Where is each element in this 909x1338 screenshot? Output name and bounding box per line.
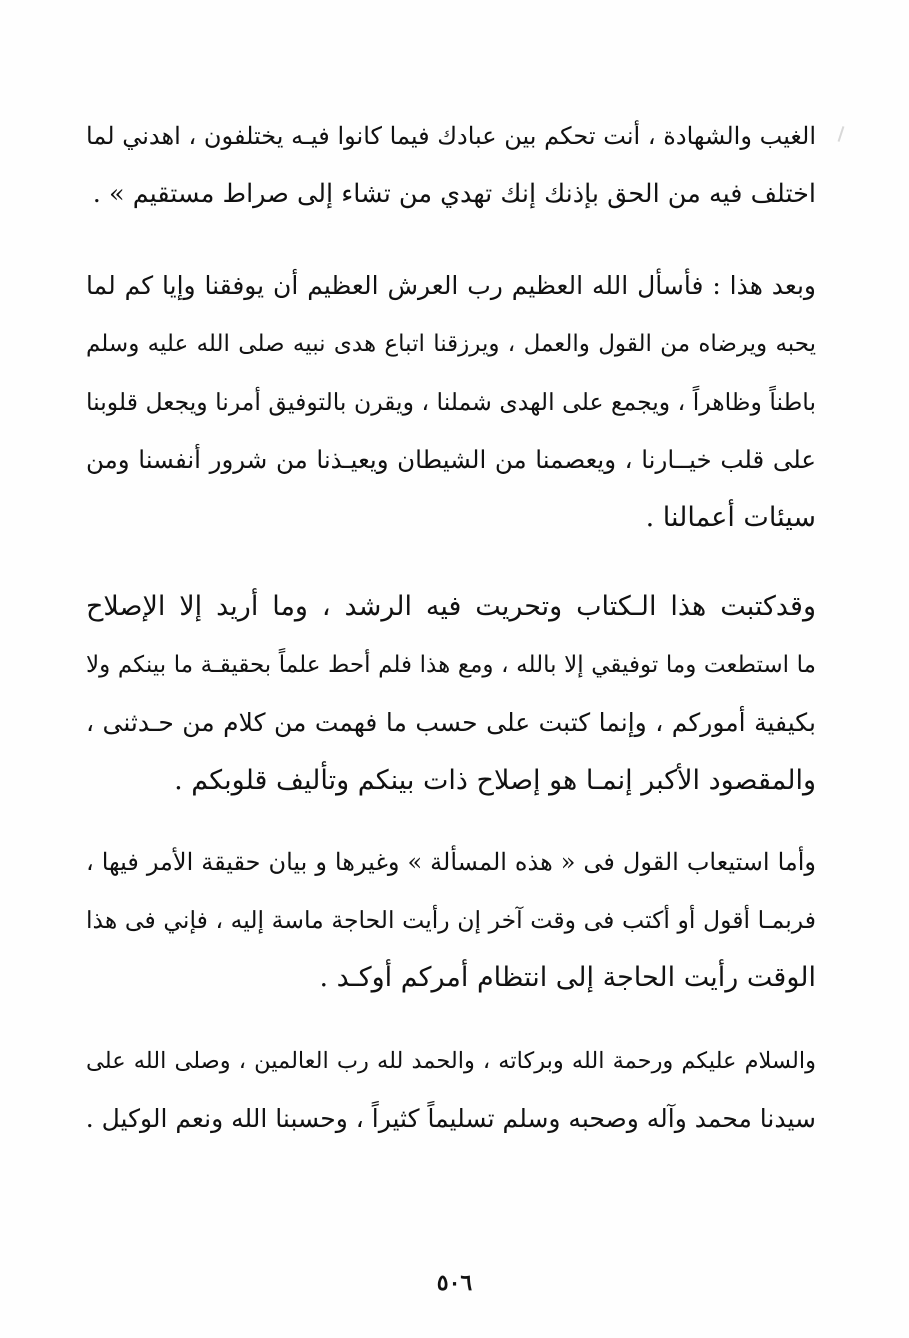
text-line: اختلف فيه من الحق بإذنك إنك تهدي من تشاء إلى صراط مستقيم » . [92, 179, 816, 209]
paragraph-5 [86, 1032, 816, 1148]
paragraph-1 [86, 107, 816, 223]
text-line: على قلب خيــارنا ، ويعصمنا من الشيطان ويعيـذنا من شرور أنفسنا ومن [86, 445, 816, 474]
scan-speck-decoration [838, 126, 845, 142]
text-line: الوقت رأيت الحاجة إلى انتظام أمركم أوكـد . [319, 962, 816, 993]
text-line: والمقصود الأكبر إنمـا هو إصلاح ذات بينكم وتأليف قلوبكم . [174, 765, 816, 796]
paragraph-4 [86, 833, 816, 1007]
text-line: بكيفية أموركم ، وإنما كتبت على حسب ما فهمت من كلام من حـدثنى ، [86, 708, 816, 737]
text-line: والسلام عليكم ورحمة الله وبركاته ، والحمد لله رب العالمين ، وصلى الله على [86, 1048, 816, 1074]
paragraph-2 [86, 257, 816, 547]
text-line: الغيب والشهادة ، أنت تحكم بين عبادك فيما كانوا فيـه يختلفون ، اهدني لما [86, 122, 816, 150]
text-line: سيدنا محمد وآله وصحبه وسلم تسليماً كثيراً ، وحسبنا الله ونعم الوكيل . [85, 1104, 816, 1133]
paragraph-3 [86, 578, 816, 810]
page-number: ٥٠٦ [436, 1270, 473, 1296]
text-line: باطناً وظاهراً ، ويجمع على الهدى شملنا ، ويقرن بالتوفيق أمرنا ويجعل قلوبنا [86, 388, 816, 416]
text-line: فربمـا أقول أو أكتب فى وقت آخر إن رأيت الحاجة ماسة إليه ، فإني فى هذا [86, 906, 816, 934]
text-line: ما استطعت وما توفيقي إلا بالله ، ومع هذا فلم أحط علماً بحقيقـة ما بينكم ولا [86, 652, 816, 678]
text-line: وأما استيعاب القول فى « هذه المسألة » وغيرها و بيان حقيقة الأمر فيها ، [86, 848, 816, 876]
text-line: يحبه ويرضاه من القول والعمل ، ويرزقنا اتباع هدى نبيه صلى الله عليه وسلم [86, 331, 816, 357]
text-line: وقدكتبت هذا الـكتاب وتحريت فيه الرشد ، وما أريد إلا الإصلاح [86, 591, 816, 622]
text-line: سيئات أعمالنا . [645, 502, 816, 533]
text-line: وبعد هذا : فأسأل الله العظيم رب العرش العظيم أن يوفقنا وإيا كم لما [86, 271, 816, 300]
